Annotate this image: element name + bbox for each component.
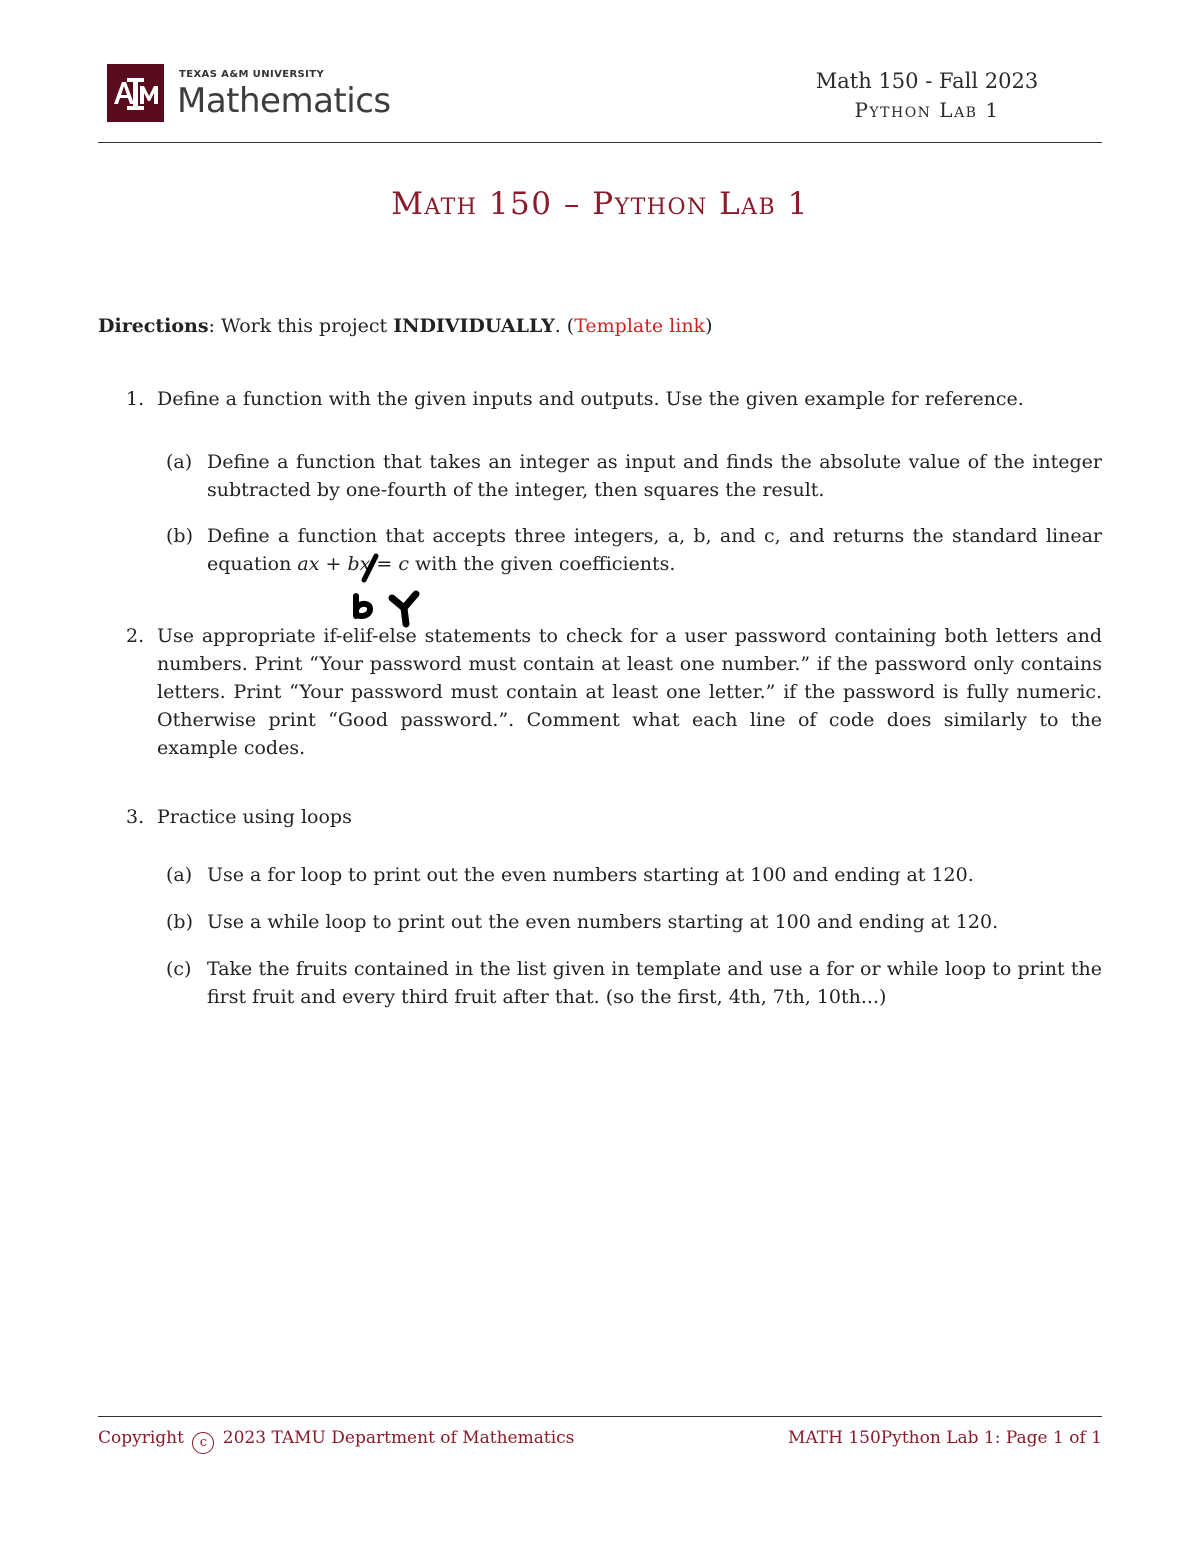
university-name: TEXAS A&M UNIVERSITY: [179, 69, 325, 80]
directions-label: Directions: [98, 315, 209, 337]
subpart-text: Use a while loop to print out the even numbers starting at 100 and ending at 120.: [207, 911, 999, 933]
question-2: [98, 622, 1102, 762]
directions-emphasis: INDIVIDUALLY: [393, 315, 555, 337]
question-text: Define a function with the given inputs and outputs. Use the given example for reference.: [157, 388, 1024, 410]
atm-logo-mark: [107, 64, 164, 122]
tamu-mathematics-logo: [107, 64, 407, 124]
course-term: Math 150 - Fall 2023: [815, 69, 1039, 93]
directions-close: ): [705, 315, 713, 337]
question-1a: [157, 448, 1102, 504]
footer-divider: [98, 1416, 1102, 1417]
linear-equation: ax + bx = c: [297, 553, 409, 575]
question-3: [98, 803, 1102, 831]
subpart-text: Define a function that accepts three integers, a, b, and c, and returns the standard linear equation: [207, 525, 1102, 575]
question-text: Practice using loops: [157, 806, 352, 828]
subpart-label: (c): [166, 958, 192, 980]
directions-punct: . (: [554, 315, 575, 337]
question-number: 2.: [126, 625, 145, 647]
copyright-word: Copyright: [98, 1428, 184, 1448]
subpart-label: (b): [166, 911, 193, 933]
footer-copyright: [98, 1428, 574, 1454]
question-1: [98, 385, 1102, 413]
subpart-label: (b): [166, 525, 193, 547]
footer-page-info: MATH 150Python Lab 1: Page 1 of 1: [788, 1428, 1102, 1448]
header-divider: [98, 142, 1102, 143]
lab-name: Python Lab 1: [854, 98, 1000, 122]
subpart-label: (a): [166, 451, 193, 473]
header-course-info: [812, 66, 1042, 124]
page-title: Math 150 – Python Lab 1: [391, 186, 809, 222]
question-text: Use appropriate if-elif-else statements to check for a user password containing both letters and numbers. Print “Your password must contain at least one number.” if the password only contains letters. Print “Your password must contain at least one letter.” if the password is fully numeric. Otherwise print “Good password.”. Comment what each line of code does similarly to the example codes.: [157, 625, 1102, 759]
department-name: Mathematics: [177, 81, 391, 121]
copyright-icon: c: [192, 1432, 214, 1454]
document-body: [98, 312, 1102, 1011]
question-number: 3.: [126, 806, 145, 828]
question-3-subparts: [98, 861, 1102, 1011]
subpart-text: Take the fruits contained in the list given in template and use a for or while loop to print the first fruit and every third fruit after that. (so the first, 4th, 7th, 10th...): [207, 958, 1102, 1008]
directions-text: : Work this project: [208, 315, 394, 337]
atm-logo-icon: [107, 64, 164, 122]
subpart-text: Define a function that takes an integer as input and finds the absolute value of the integer subtracted by one-fourth of the integer, then squares the result.: [207, 451, 1102, 501]
question-1-subparts: [98, 448, 1102, 578]
copyright-text: 2023 TAMU Department of Mathematics: [222, 1428, 575, 1448]
handwritten-correction: [340, 552, 430, 632]
subpart-text: Use a for loop to print out the even numbers starting at 100 and ending at 120.: [207, 864, 974, 886]
question-3c: [157, 955, 1102, 1011]
template-link[interactable]: Template link: [574, 315, 706, 337]
directions-paragraph: [98, 312, 1102, 340]
question-3b: [157, 908, 1102, 936]
subpart-text-end: with the given coefficients.: [408, 553, 676, 575]
subpart-label: (a): [166, 864, 193, 886]
question-3a: [157, 861, 1102, 889]
question-1b: [157, 522, 1102, 578]
question-number: 1.: [126, 388, 145, 410]
